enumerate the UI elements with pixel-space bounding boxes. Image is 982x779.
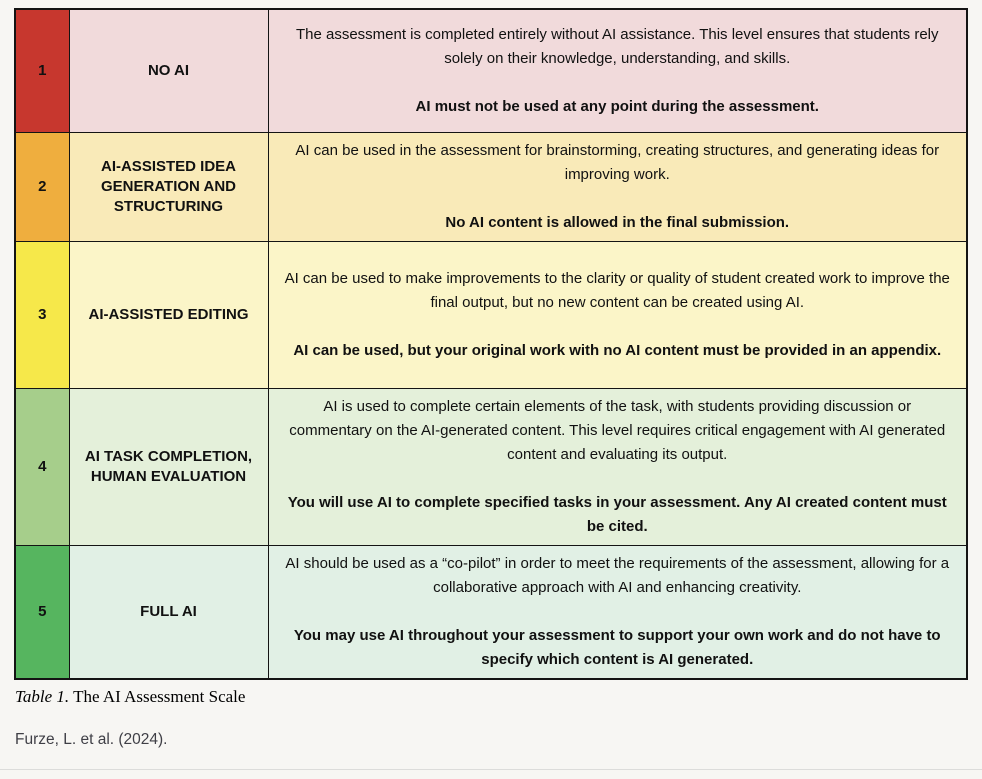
- scale-level-label: AI-ASSISTED IDEA GENERATION AND STRUCTURING: [69, 132, 268, 241]
- scale-level-description-cell: [268, 388, 967, 545]
- scale-rule-text: No AI content is allowed in the final submission.: [445, 213, 790, 231]
- scale-level-number: 5: [15, 545, 69, 679]
- scale-level-description-cell: [268, 9, 967, 132]
- table-row: [15, 9, 967, 132]
- ai-assessment-scale-table: [14, 8, 968, 680]
- scale-level-number: 4: [15, 388, 69, 545]
- scale-level-description-cell: [268, 241, 967, 388]
- scale-level-description-cell: [268, 132, 967, 241]
- table-row: [15, 132, 967, 241]
- scale-description-text: AI should be used as a “co-pilot” in order to meet the requirements of the assessment, allowing for a collaborative approach with AI and enhancing creativity.: [285, 554, 950, 596]
- scale-rule-text: AI must not be used at any point during the assessment.: [415, 97, 819, 115]
- table-caption-label: Table 1.: [15, 686, 70, 706]
- scale-level-label: FULL AI: [69, 545, 268, 679]
- scale-level-label: NO AI: [69, 9, 268, 132]
- scale-description-text: AI can be used in the assessment for brainstorming, creating structures, and generating ideas for improving work.: [295, 141, 940, 183]
- table-caption: [15, 687, 968, 707]
- scale-description-text: AI can be used to make improvements to the clarity or quality of student created work to improve the final output, but no new content can be created using AI.: [284, 269, 950, 311]
- scale-description-text: AI is used to complete certain elements of the task, with students providing discussion or commentary on the AI-generated content. This level requires critical engagement with AI generated content and evaluating its output.: [289, 397, 946, 463]
- scale-rule-text: You will use AI to complete specified tasks in your assessment. Any AI created content must be cited.: [287, 493, 947, 535]
- scale-level-number: 2: [15, 132, 69, 241]
- citation: Furze, L. et al. (2024).: [15, 730, 168, 748]
- scale-level-label: AI TASK COMPLETION, HUMAN EVALUATION: [69, 388, 268, 545]
- scale-rule-text: You may use AI throughout your assessment to support your own work and do not have to specify which content is AI generated.: [293, 626, 941, 668]
- scale-level-number: 1: [15, 9, 69, 132]
- divider: [0, 769, 982, 770]
- scale-description-text: The assessment is completed entirely without AI assistance. This level ensures that students rely solely on their knowledge, understanding, and skills.: [295, 25, 939, 67]
- table-row: [15, 388, 967, 545]
- table-row: [15, 545, 967, 679]
- scale-rule-text: AI can be used, but your original work with no AI content must be provided in an appendix.: [293, 341, 942, 359]
- scale-level-label: AI-ASSISTED EDITING: [69, 241, 268, 388]
- scale-level-number: 3: [15, 241, 69, 388]
- scale-level-description-cell: [268, 545, 967, 679]
- table-row: [15, 241, 967, 388]
- table-caption-text: The AI Assessment Scale: [69, 686, 246, 706]
